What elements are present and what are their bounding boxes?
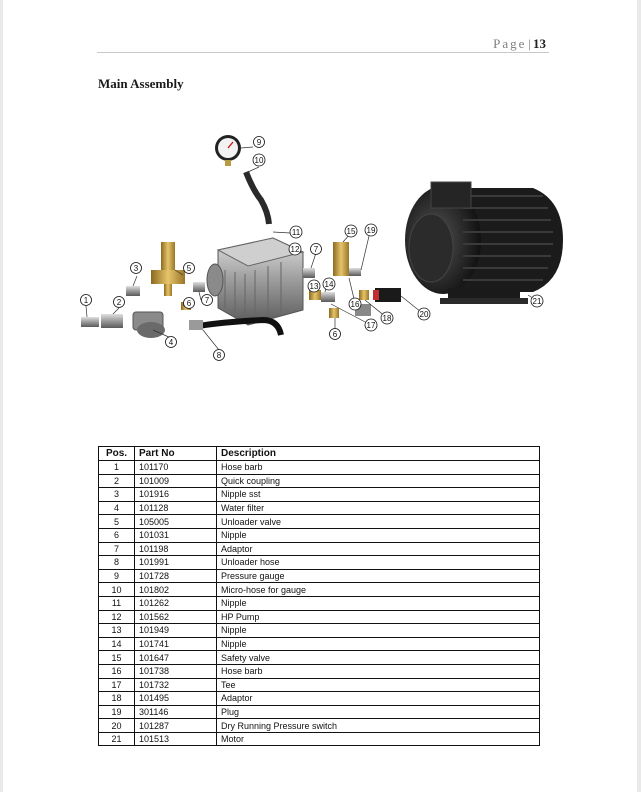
table-row — [99, 651, 540, 665]
table-row — [99, 610, 540, 624]
table-row — [99, 664, 540, 678]
description-cell: Adaptor — [217, 542, 540, 556]
header-pos: Pos. — [99, 447, 135, 461]
callout-20: 20 — [419, 310, 429, 319]
callout-7: 7 — [204, 296, 210, 305]
part-no-cell: 105005 — [135, 515, 217, 529]
pos-cell: 11 — [99, 596, 135, 610]
table-row — [99, 501, 540, 515]
table-row — [99, 596, 540, 610]
pos-cell: 13 — [99, 624, 135, 638]
description-cell: Nipple — [217, 596, 540, 610]
description-cell: Nipple sst — [217, 488, 540, 502]
page-number — [493, 36, 546, 52]
callout-8: 8 — [216, 351, 222, 360]
part-no-cell: 101562 — [135, 610, 217, 624]
description-cell: Quick coupling — [217, 474, 540, 488]
water-filter-part — [133, 312, 165, 338]
unloader-valve-part — [151, 242, 185, 296]
parts-table-body — [99, 461, 540, 746]
assembly-diagram — [3, 120, 641, 370]
pos-cell: 3 — [99, 488, 135, 502]
pos-cell: 20 — [99, 719, 135, 733]
callout-21: 21 — [532, 297, 542, 306]
pos-cell: 2 — [99, 474, 135, 488]
pos-cell: 19 — [99, 705, 135, 719]
unloader-hose-part — [199, 320, 281, 335]
callout-4: 4 — [168, 338, 174, 347]
pos-cell: 7 — [99, 542, 135, 556]
callout-6b: 6 — [332, 330, 338, 339]
pos-cell: 10 — [99, 583, 135, 597]
description-cell: Micro-hose for gauge — [217, 583, 540, 597]
callout-2: 2 — [116, 298, 122, 307]
pos-cell: 9 — [99, 569, 135, 583]
callout-14: 14 — [324, 280, 334, 289]
description-cell: Hose barb — [217, 461, 540, 475]
table-row — [99, 637, 540, 651]
part-no-cell: 301146 — [135, 705, 217, 719]
description-cell: Unloader hose — [217, 556, 540, 570]
callout-13: 13 — [309, 282, 319, 291]
part-no-cell: 101728 — [135, 569, 217, 583]
table-row — [99, 542, 540, 556]
pos-cell: 18 — [99, 692, 135, 706]
part-no-cell: 101495 — [135, 692, 217, 706]
description-cell: Pressure gauge — [217, 569, 540, 583]
part-no-cell: 101262 — [135, 596, 217, 610]
callout-11: 11 — [291, 228, 301, 237]
parts-table-header — [99, 447, 540, 461]
table-row — [99, 705, 540, 719]
callout-19: 19 — [366, 226, 376, 235]
table-row — [99, 528, 540, 542]
part-no-cell: 101741 — [135, 637, 217, 651]
description-cell: HP Pump — [217, 610, 540, 624]
part-no-cell: 101991 — [135, 556, 217, 570]
part-no-cell: 101802 — [135, 583, 217, 597]
description-cell: Hose barb — [217, 664, 540, 678]
description-cell: Nipple — [217, 528, 540, 542]
callout-7b: 7 — [313, 245, 319, 254]
pos-cell: 8 — [99, 556, 135, 570]
table-row — [99, 583, 540, 597]
table-row — [99, 719, 540, 733]
pos-cell: 16 — [99, 664, 135, 678]
description-cell: Water filter — [217, 501, 540, 515]
description-cell: Adaptor — [217, 692, 540, 706]
page-label: Page — [493, 36, 527, 51]
page-separator: | — [528, 36, 531, 51]
table-row — [99, 692, 540, 706]
description-cell: Dry Running Pressure switch — [217, 719, 540, 733]
pos-cell: 15 — [99, 651, 135, 665]
unloader-hose-fitting — [189, 320, 203, 330]
part-no-cell: 101916 — [135, 488, 217, 502]
pos-cell: 6 — [99, 528, 135, 542]
header-description: Description — [217, 447, 540, 461]
part-no-cell: 101009 — [135, 474, 217, 488]
table-row — [99, 624, 540, 638]
description-cell: Unloader valve — [217, 515, 540, 529]
callout-18: 18 — [382, 314, 392, 323]
description-cell: Tee — [217, 678, 540, 692]
callout-6: 6 — [186, 299, 192, 308]
pos-cell: 1 — [99, 461, 135, 475]
page-number-value: 13 — [533, 36, 546, 51]
description-cell: Nipple — [217, 637, 540, 651]
callout-12: 12 — [290, 245, 300, 254]
table-row — [99, 732, 540, 746]
table-row — [99, 461, 540, 475]
table-row — [99, 556, 540, 570]
document-page — [3, 0, 637, 792]
micro-hose-part — [246, 172, 269, 224]
callout-10: 10 — [254, 156, 264, 165]
motor-part — [405, 182, 563, 304]
callout-5: 5 — [186, 264, 192, 273]
description-cell: Safety valve — [217, 651, 540, 665]
parts-table — [98, 446, 540, 746]
part-no-cell: 101513 — [135, 732, 217, 746]
part-no-cell: 101949 — [135, 624, 217, 638]
description-cell: Motor — [217, 732, 540, 746]
pos-cell: 5 — [99, 515, 135, 529]
table-row — [99, 569, 540, 583]
callout-3: 3 — [133, 264, 139, 273]
pos-cell: 17 — [99, 678, 135, 692]
part-no-cell: 101198 — [135, 542, 217, 556]
callout-1: 1 — [83, 296, 89, 305]
part-no-cell: 101647 — [135, 651, 217, 665]
pressure-gauge-part — [215, 135, 241, 166]
pos-cell: 14 — [99, 637, 135, 651]
part-no-cell: 101732 — [135, 678, 217, 692]
header-part-no: Part No — [135, 447, 217, 461]
pos-cell: 21 — [99, 732, 135, 746]
table-row — [99, 488, 540, 502]
section-title: Main Assembly — [98, 76, 184, 91]
callout-15: 15 — [346, 227, 356, 236]
table-row — [99, 678, 540, 692]
table-row — [99, 515, 540, 529]
part-no-cell: 101287 — [135, 719, 217, 733]
header-rule — [97, 52, 549, 53]
part-no-cell: 101128 — [135, 501, 217, 515]
pos-cell: 4 — [99, 501, 135, 515]
part-no-cell: 101031 — [135, 528, 217, 542]
callout-16: 16 — [350, 300, 360, 309]
description-cell: Nipple — [217, 624, 540, 638]
table-row — [99, 474, 540, 488]
hp-pump-part — [204, 238, 303, 325]
part-no-cell: 101738 — [135, 664, 217, 678]
callout-17: 17 — [366, 321, 376, 330]
callout-9: 9 — [256, 138, 262, 147]
description-cell: Plug — [217, 705, 540, 719]
part-no-cell: 101170 — [135, 461, 217, 475]
pos-cell: 12 — [99, 610, 135, 624]
